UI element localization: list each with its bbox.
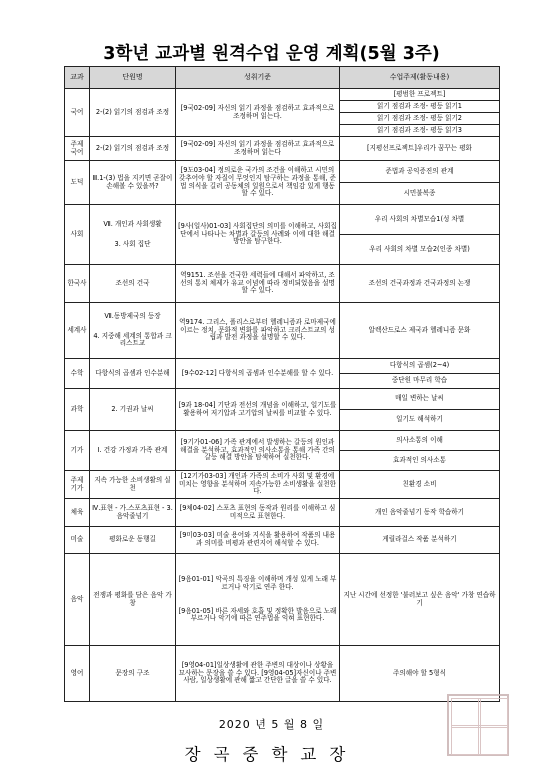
- table-row: [65, 89, 500, 101]
- subject-cell: 기가: [65, 431, 90, 471]
- subject-cell: 주제 국어: [65, 137, 90, 161]
- table-row: [65, 205, 500, 235]
- topic-cell: 읽기 점검과 조정- 평등 읽기1: [340, 101, 500, 113]
- table-row: [65, 554, 500, 646]
- subject-cell: 음악: [65, 554, 90, 646]
- subject-cell: 체육: [65, 499, 90, 527]
- unit-cell: 평화로운 동행길: [90, 527, 176, 554]
- col-header-unit: 단원명: [90, 67, 176, 89]
- plan-table: [64, 66, 500, 702]
- page-title: 3학년 교과별 원격수업 운영 계획(5월 3주): [103, 44, 440, 64]
- col-header-subject: 교과: [65, 67, 90, 89]
- subject-cell: 과학: [65, 389, 90, 431]
- standard-cell: [12기가03-03] 개인과 가족의 소비가 사회 및 환경에 미치는 영향을 분석하며 지속가능한 소비생활을 실천한다.: [176, 471, 340, 499]
- topic-cell: 준법과 공익증진의 관계: [340, 161, 500, 183]
- unit-cell: Ⅰ. 건강 가정과 가족 관계: [90, 431, 176, 471]
- unit-cell: Ⅳ.표현 - 가.스포츠표현 - 3.음악줄넘기: [90, 499, 176, 527]
- unit-cell: Ⅲ.1-(3) 법을 지키면 곧잘이 손해볼 수 있을까?: [90, 161, 176, 205]
- standard-cell: [9체04-02] 스포츠 표현의 동작과 원리를 이해하고 심미적으로 표현한다.: [176, 499, 340, 527]
- unit-cell: 지속 가능한 소비생활의 실천: [90, 471, 176, 499]
- standard-line: [9음01-05] 바른 자세와 호흡 및 정확한 발음으로 노래 부르거나 악기에 따른 연주법을 익혀 표현한다.: [178, 606, 337, 623]
- table-row: [65, 527, 500, 554]
- standard-cell: [9미03-03] 미술 용어와 지식을 활용하여 작품의 내용과 의미를 비평과 관련지어 해석할 수 있다.: [176, 527, 340, 554]
- topic-cell: [평범한 프로젝트]: [340, 89, 500, 101]
- table-row: [65, 137, 500, 161]
- col-header-standard: 성취기준: [176, 67, 340, 89]
- standard-cell: [9영04-01]일상생활에 관한 주변의 대상이나 상황을 묘사하는 문장을 쓸 수 있다. [9영04-05]자신이나 주변 사람, 일상생활에 관해 짧고 간단한 글을 쓸 수 있다.: [176, 646, 340, 702]
- subject-cell: 사회: [65, 205, 90, 265]
- table-row: [65, 646, 500, 702]
- table-row: [65, 359, 500, 374]
- unit-cell: 2. 기권과 날씨: [90, 389, 176, 431]
- unit-line: Ⅶ.동방제국의 등장: [104, 312, 161, 321]
- unit-cell: 문장의 구조: [90, 646, 176, 702]
- standard-cell: [9과 18-04] 기단과 전선의 개념을 이해하고, 일기도를 활용하여 저기압과 고기압의 날씨를 비교할 수 있다.: [176, 389, 340, 431]
- topic-cell: 지난 시간에 선정한 '불러보고 싶은 음악' 가창 연습하기: [340, 554, 500, 646]
- topic-cell: 효과적인 의사소통: [340, 451, 500, 471]
- table-row: [65, 265, 500, 303]
- standard-cell: [9기가01-06] 가족 관계에서 발생하는 갈등의 원인과 해결을 분석하고, 효과적인 의사소통을 통해 가족 간의 갈등 해결 방안을 탐색하여 실천한다.: [176, 431, 340, 471]
- table-row: [65, 499, 500, 527]
- topic-cell: 조선의 건국과정과 건국과정의 논쟁: [340, 265, 500, 303]
- standard-cell: [9사(일사)01-03] 사회집단의 의미를 이해하고, 사회집단에서 나타나는 차별과 갈등의 사례와 이에 대한 해결 방안을 탐구한다.: [176, 205, 340, 265]
- subject-cell: 수학: [65, 359, 90, 389]
- topic-cell: 게릴라걸스 작품 분석하기: [340, 527, 500, 554]
- unit-cell: [90, 303, 176, 359]
- standard-cell: [9국02-09] 자신의 읽기 과정을 점검하고 효과적으로 조정하며 읽는다: [176, 137, 340, 161]
- standard-cell: [9수02-12] 다항식의 곱셈과 인수분해를 할 수 있다.: [176, 359, 340, 389]
- standard-cell: 역9174. 그리스, 폴리스로부터 헬레니즘과 로마제국에 이르는 정치, 문화적 변화를 파악하고 크리스트교의 성립과 발전 과정을 설명할 수 있다.: [176, 303, 340, 359]
- topic-cell: 매일 변하는 날씨: [340, 389, 500, 410]
- subject-cell: 국어: [65, 89, 90, 137]
- table-row: [65, 303, 500, 359]
- topic-cell: 개인 음악줄넘기 동작 학습하기: [340, 499, 500, 527]
- topic-cell: [지평선프로젝트]우리가 꿈꾸는 평화: [340, 137, 500, 161]
- unit-cell: 조선의 건국: [90, 265, 176, 303]
- subject-cell: 영어: [65, 646, 90, 702]
- unit-cell: 전쟁과 평화를 담은 음악 가창: [90, 554, 176, 646]
- subject-cell: 주제 기가: [65, 471, 90, 499]
- topic-cell: 우리 사회의 차별 모습2(인종 차별): [340, 235, 500, 265]
- subject-cell: 세계사: [65, 303, 90, 359]
- unit-line: Ⅶ. 개인과 사회생활: [103, 219, 162, 228]
- standard-cell: [9국02-09] 자신의 읽기 과정을 점검하고 효과적으로 조정하며 읽는다.: [176, 89, 340, 137]
- table-row: [65, 161, 500, 183]
- standard-cell: [9도03-04] 정의로운 국가의 조건을 이해하고 시민의 갖추어야 할 자질이 무엇인지 탐구하는 과정을 통해, 준법 의식을 길러 공동체의 일원으로서 책임감 있게 행동할 수 있다.: [176, 161, 340, 205]
- topic-cell: 우리 사회의 차별모습1(성 차별: [340, 205, 500, 235]
- col-header-topic: 수업주제(활동내용): [340, 67, 500, 89]
- unit-cell: 다항식의 곱셈과 인수분해: [90, 359, 176, 389]
- unit-line: 3. 사회 집단: [114, 239, 151, 248]
- topic-cell: 중단원 마무리 학습: [340, 374, 500, 389]
- topic-cell: 다항식의 곱셈(2~4): [340, 359, 500, 374]
- standard-cell: 역9151. 조선을 건국한 세력들에 대해서 파악하고, 조선의 통치 체제가 유교 이념에 따라 정비되었음을 설명할 수 있다.: [176, 265, 340, 303]
- issue-date: 2020 년 5 월 8 일: [218, 718, 325, 731]
- topic-cell: 알렉산드로스 제국과 헬레니즘 문화: [340, 303, 500, 359]
- subject-cell: 미술: [65, 527, 90, 554]
- topic-cell: 의사소통의 이해: [340, 431, 500, 451]
- topic-cell: 일기도 해석하기: [340, 410, 500, 431]
- standard-cell: [176, 554, 340, 646]
- unit-cell: 2-(2) 읽기의 점검과 조정: [90, 89, 176, 137]
- subject-cell: 한국사: [65, 265, 90, 303]
- table-row: [65, 471, 500, 499]
- school-name: 장곡중학교장: [184, 745, 359, 764]
- unit-cell: [90, 205, 176, 265]
- table-row: [65, 431, 500, 451]
- topic-cell: 읽기 점검과 조정- 평등 읽기3: [340, 125, 500, 137]
- subject-cell: 도덕: [65, 161, 90, 205]
- topic-cell: 친환경 소비: [340, 471, 500, 499]
- table-row: [65, 389, 500, 410]
- unit-cell: 2-(2) 읽기의 점검과 조정: [90, 137, 176, 161]
- unit-line: 4. 지중해 세계의 통합과 크리스트교: [93, 331, 172, 348]
- standard-line: [9음01-01] 악곡의 특징을 이해하며 개성 있게 노래 부르거나 악기로 연주 한다.: [178, 575, 337, 591]
- topic-cell: 읽기 점검과 조정- 평등 읽기2: [340, 113, 500, 125]
- topic-cell: 시민불복종: [340, 183, 500, 205]
- header-row: [65, 67, 500, 89]
- topic-cell: 주의해야 할 5형식: [340, 646, 500, 702]
